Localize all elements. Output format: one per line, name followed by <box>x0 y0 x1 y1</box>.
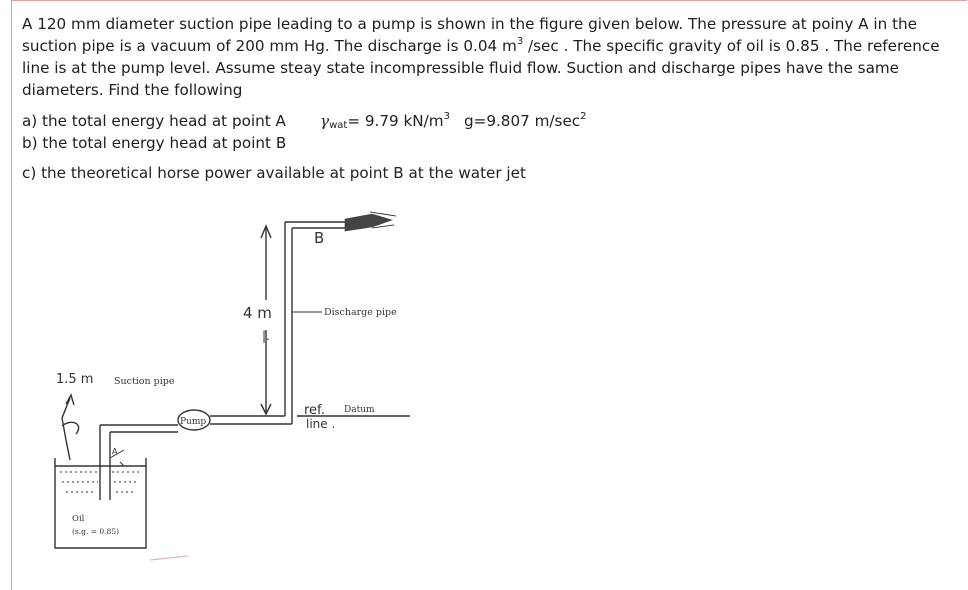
dimension-1-5m <box>62 398 70 460</box>
label-oil: Oil <box>72 514 85 524</box>
part-c: c) the theoretical horse power available at point B at the water jet <box>22 164 526 182</box>
water-jet <box>345 212 396 231</box>
label-datum: Datum <box>344 405 375 415</box>
label-discharge-pipe: Discharge pipe <box>324 307 397 318</box>
part-b: b) the total energy head at point B <box>22 134 287 152</box>
label-4m-tick: |. <box>262 329 270 343</box>
label-specific-gravity: (s.g. = 0.85) <box>72 527 120 536</box>
label-line: line . <box>306 417 336 431</box>
gravity-value: g=9.807 m/sec <box>463 112 581 130</box>
label-b: B <box>314 229 325 247</box>
label-suction-pipe: Suction pipe <box>114 376 175 387</box>
label-point-a: A <box>112 447 118 456</box>
label-1-5m: 1.5 m <box>56 372 94 387</box>
given-values: $\gamma_{wat}= 9.79$ $kN/m^3$ g=9.807 $m/\sec^2$ <box>320 111 587 131</box>
label-pump: Pump <box>180 417 207 427</box>
gamma-symbol: γ <box>320 112 330 130</box>
problem-intro: A 120 mm diameter suction pipe leading to a pump is shown in the figure given below. The pressure at poiny A in the suction pipe is a vacuum of 200 mm Hg. The discharge is 0.04 $m^3$ /sec . The specific gravity of oil is 0.85 . The reference line is at the pump level. Assume steay state incompressible fluid flow. Suction and discharge pipes have the same diameters. Find the following <box>22 15 940 99</box>
label-4m: 4 m <box>243 304 272 322</box>
label-ref: ref. <box>304 403 325 418</box>
part-a: a) the total energy head at point A <box>22 112 286 130</box>
